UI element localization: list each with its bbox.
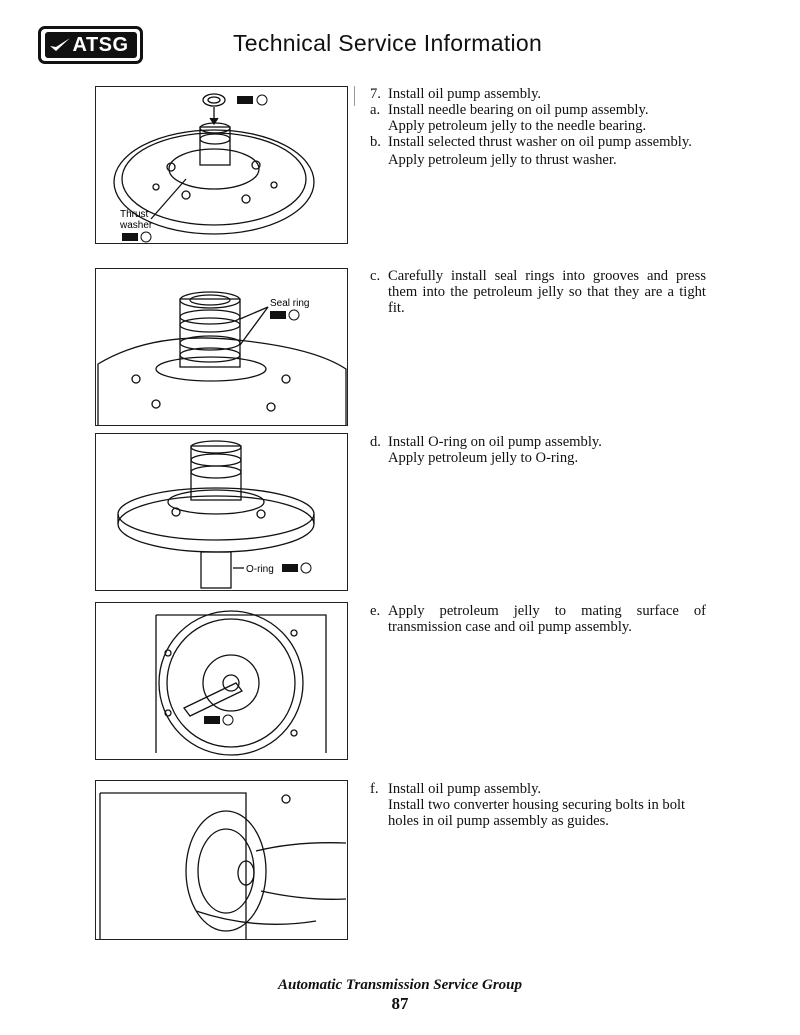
atsg-logo xyxy=(38,26,143,64)
lubricant-icon xyxy=(122,233,138,241)
petroleum-jelly-icon xyxy=(223,715,233,725)
step-letter: a. xyxy=(370,102,381,118)
page-title: Technical Service Information xyxy=(233,30,543,56)
petroleum-jelly-icon xyxy=(141,232,151,242)
step-text: Install O-ring on oil pump assembly. xyxy=(388,434,602,450)
figure-label: washer xyxy=(120,220,153,231)
figure-transmission-case xyxy=(95,602,348,760)
step-note: Apply petroleum jelly to the needle bearing. xyxy=(388,118,647,134)
step-d xyxy=(370,434,706,450)
petroleum-jelly-icon xyxy=(257,95,267,105)
petroleum-jelly-icon xyxy=(301,563,311,573)
step-text: Install selected thrust washer on oil pump assembly. xyxy=(388,134,692,150)
figure-oil-pump-needle-bearing xyxy=(95,86,348,244)
transmission-case-illustration xyxy=(96,603,348,760)
figure-seal-rings xyxy=(95,268,348,426)
step-note: Apply petroleum jelly to O-ring. xyxy=(388,450,579,466)
o-ring-illustration xyxy=(96,434,348,591)
step-note: Apply petroleum jelly to thrust washer. xyxy=(388,152,617,168)
footer-group-name: Automatic Transmission Service Group xyxy=(277,977,523,993)
steps-block-2 xyxy=(370,268,706,316)
oil-pump-illustration xyxy=(96,87,348,244)
petroleum-jelly-icon xyxy=(289,310,299,320)
step-letter: e. xyxy=(370,603,381,619)
step-letter: c. xyxy=(370,268,381,284)
figure-label: Thrust xyxy=(120,209,149,220)
step-text: Apply petroleum jelly to mating surface of transmission case and oil pump assembly. xyxy=(388,603,706,635)
steps-block-5 xyxy=(370,781,706,829)
step-b xyxy=(370,134,706,150)
figure-label: O-ring xyxy=(246,564,274,575)
step-c xyxy=(370,268,706,316)
figure-o-ring xyxy=(95,433,348,591)
checkmark-icon xyxy=(49,37,71,53)
logo-text: ATSG xyxy=(72,33,129,56)
lubricant-icon xyxy=(270,311,286,319)
steps-block-4 xyxy=(370,603,706,635)
step-text: Carefully install seal rings into grooves and press them into the petroleum jelly so that they are a tight fit. xyxy=(388,268,706,316)
step-a xyxy=(370,102,706,118)
step-7 xyxy=(370,86,706,102)
lubricant-icon xyxy=(282,564,298,572)
install-pump-illustration xyxy=(96,781,348,940)
step-e xyxy=(370,603,706,635)
steps-block-3 xyxy=(370,434,706,466)
logo-badge xyxy=(45,32,137,58)
step-letter: d. xyxy=(370,434,381,450)
page-number: 87 xyxy=(391,994,409,1013)
figure-install-pump xyxy=(95,780,348,940)
step-letter: b. xyxy=(370,134,381,150)
divider xyxy=(354,86,355,106)
lubricant-icon xyxy=(237,96,253,104)
steps-block-1 xyxy=(370,86,706,168)
step-text: Install oil pump assembly. xyxy=(388,781,542,797)
seal-ring-illustration xyxy=(96,269,348,426)
step-text: Install oil pump assembly. xyxy=(388,86,542,102)
step-text: Install needle bearing on oil pump assembly. xyxy=(388,102,649,118)
step-note: Install two converter housing securing bolts in bolt holes in oil pump assembly as guides. xyxy=(388,797,686,829)
step-letter: f. xyxy=(370,781,379,797)
lubricant-icon xyxy=(204,716,220,724)
step-number: 7. xyxy=(370,86,381,102)
figure-label: Seal ring xyxy=(270,298,310,309)
step-f xyxy=(370,781,706,797)
